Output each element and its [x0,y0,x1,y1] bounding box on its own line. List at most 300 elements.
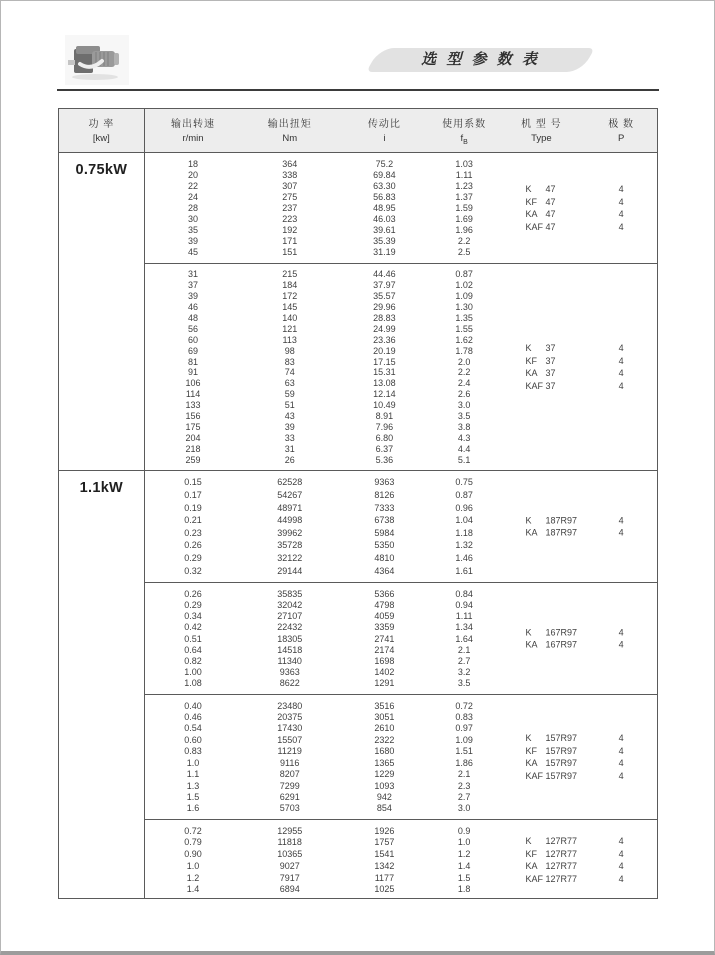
cell-value: 2.2 [457,236,471,247]
cell-value: 37.97 [373,280,396,291]
model-series: KF [525,745,538,756]
model-size: 127R77 [545,836,578,847]
poles-value: 4 [618,221,624,232]
cell-value: 1.8 [457,884,471,895]
cell-value: 2.3 [457,780,471,791]
cell-value: 0.34 [184,611,202,622]
type-row [498,367,657,380]
table-row [145,269,657,280]
cell-value: 0.23 [184,527,202,538]
cell-value: 39 [188,236,199,247]
cell-value: 1093 [374,780,395,791]
cell-value: 98 [284,345,295,356]
cell-value: 1.51 [455,746,473,757]
cell-value: 18305 [277,633,303,644]
model-value [498,640,586,650]
cell-value: 8.91 [375,411,394,421]
table-row [145,883,657,895]
model-size: 167R97 [545,627,578,638]
type-row [498,835,657,848]
cell-value: 7333 [374,502,395,513]
table-row [145,678,657,689]
cell-value: 0.51 [184,633,202,644]
cell-value: 11340 [277,655,302,666]
cell-value: 12955 [277,825,303,836]
table-row [145,501,657,514]
cell-value: 6291 [279,791,300,802]
cell-value: 307 [282,180,298,191]
cell-value: 6.37 [375,443,394,454]
table-row [145,791,657,802]
table-row [145,610,657,621]
model-size: 37 [545,380,556,391]
gearmotor-photo [65,35,129,85]
cell-value: 63.30 [373,180,396,191]
cell-value: 2.1 [457,644,471,655]
cell-value: 1.34 [455,622,473,633]
model-series: KAF [525,380,544,391]
table-row [145,400,657,411]
poles-value: 4 [618,209,624,220]
model-series: KA [525,861,538,872]
type-row [498,183,657,196]
type-row [498,514,657,527]
cell-value: 1291 [374,678,395,689]
cell-value: 0.29 [184,553,202,564]
table-row [145,700,657,711]
poles-value: 4 [618,758,624,769]
cell-value: 18 [188,158,199,169]
cell-value: 37 [188,280,199,291]
table-row [145,803,657,814]
cell-value: 35.57 [373,291,396,302]
model-series: KA [525,368,538,379]
cell-value: 0.72 [184,825,202,836]
cell-value: 0.87 [455,269,473,280]
table-header-row [59,109,657,153]
model-value [498,356,586,366]
table-row [145,421,657,432]
cell-value: 2610 [374,723,395,734]
cell-value: 0.60 [184,734,202,745]
table-row [145,280,657,291]
cell-value: 31 [188,269,199,280]
cell-value: 10365 [277,849,303,860]
type-row [498,380,657,393]
cell-value: 2.1 [457,769,471,780]
poles-value: 4 [618,343,624,354]
cell-value: 17430 [277,723,303,734]
cell-value: 1365 [374,757,395,768]
poles-value: 4 [618,368,624,379]
model-series: KAF [525,770,544,781]
model-size: 167R97 [545,639,578,650]
table-row [145,313,657,324]
type-row [498,745,657,758]
cell-value: 46 [188,302,199,313]
cell-value: 54267 [277,489,303,500]
cell-value: 2.5 [457,247,471,258]
cell-value: 48 [188,312,199,323]
cell-value: 22432 [277,622,303,633]
cell-value: 114 [185,389,201,400]
cell-value: 56.83 [373,191,396,202]
cell-value: 0.64 [184,644,202,655]
cell-value: 31 [284,443,295,454]
cell-value: 9363 [374,477,395,488]
cell-value: 3.5 [457,678,471,689]
model-size: 37 [545,355,556,366]
cell-value: 1757 [374,837,395,848]
cell-value: 218 [185,443,201,454]
cell-value: 0.96 [455,502,473,513]
cell-value: 0.19 [184,502,202,513]
cell-value: 0.83 [184,746,202,757]
type-list [498,514,657,539]
cell-value: 4059 [374,611,395,622]
cell-value: 1402 [374,667,395,678]
power-label: 0.75kW [59,153,145,470]
poles-value: 4 [618,848,624,859]
model-value [498,849,586,859]
cell-value: 17.15 [373,356,396,367]
cell-value: 8622 [279,678,300,689]
table-row [145,158,657,169]
cell-value: 2.7 [457,655,471,666]
model-series: K [525,184,532,195]
cell-value: 15.31 [373,367,396,378]
cell-value: 23480 [277,700,303,711]
table-row [145,247,657,258]
cell-value: 0.40 [184,700,202,711]
cell-value: 9363 [279,667,300,678]
cell-value: 2.6 [457,389,471,400]
cell-value: 0.87 [455,489,473,500]
cell-value: 8126 [374,489,395,500]
model-series: K [525,836,532,847]
cell-value: 1.86 [455,757,473,768]
model-size: 47 [545,196,556,207]
cell-value: 172 [282,291,298,302]
cell-value: 2322 [374,734,395,745]
cell-value: 28 [188,202,199,213]
cell-value: 33 [284,432,295,443]
model-series: KA [525,639,538,650]
cell-value: 9116 [280,757,300,768]
model-size: 187R97 [545,527,578,538]
data-block [145,819,657,899]
cell-value: 2.7 [457,791,471,802]
cell-value: 91 [188,367,199,378]
cell-value: 204 [185,432,201,443]
type-row [498,342,657,355]
cell-value: 151 [282,247,298,258]
section-blocks [145,153,657,470]
model-series: K [525,627,532,638]
table-row [145,476,657,489]
cell-value: 0.29 [184,599,202,610]
cell-value: 74 [284,367,295,378]
cell-value: 35 [188,225,199,236]
cell-value: 1.78 [455,345,473,356]
data-block [145,263,657,470]
cell-value: 6.80 [375,432,394,443]
cell-value: 3051 [374,712,395,723]
cell-value: 1229 [374,769,395,780]
cell-value: 1.08 [184,678,202,689]
cell-value: 63 [284,378,295,389]
cell-value: 175 [185,421,201,432]
column-header-poles: 极 数 P [608,119,634,145]
cell-value: 1342 [374,860,395,871]
cell-value: 0.90 [184,849,202,860]
cell-value: 27107 [277,611,303,622]
type-list [498,626,657,651]
cell-value: 1.0 [186,757,200,768]
cell-value: 1.35 [455,312,473,323]
model-value [498,184,586,194]
cell-value: 1.61 [455,565,473,576]
table-row [145,588,657,599]
cell-value: 1.02 [455,280,473,291]
cell-value: 1698 [374,655,395,666]
model-size: 157R97 [545,745,578,756]
poles-value: 4 [618,861,624,872]
cell-value: 0.83 [455,712,473,723]
cell-value: 1541 [374,849,395,860]
cell-value: 5.1 [457,454,471,465]
poles-value: 4 [618,836,624,847]
model-size: 47 [545,209,556,220]
cell-value: 0.32 [184,565,202,576]
model-series: KF [525,848,538,859]
cell-value: 5350 [374,540,395,551]
cell-value: 1.09 [455,734,473,745]
cell-value: 4798 [374,599,395,610]
type-row [498,527,657,540]
cell-value: 0.17 [184,489,202,500]
model-series: KF [525,355,538,366]
model-size: 127R77 [545,861,578,872]
cell-value: 46.03 [373,214,396,225]
cell-value: 14518 [277,644,303,655]
column-header-power: 功 率 [kw] [59,109,145,152]
model-value [498,758,586,768]
model-value [498,381,586,391]
table-row [145,667,657,678]
column-header-ratio: 传动比 i [367,119,401,145]
cell-value: 20375 [277,712,303,723]
model-value [498,368,586,378]
cell-value: 69 [188,345,199,356]
cell-value: 2.4 [457,378,471,389]
cell-value: 854 [376,803,392,814]
cell-value: 192 [282,225,298,236]
type-list [498,183,657,233]
model-series: KAF [525,221,544,232]
cell-value: 1.55 [455,323,473,334]
column-header-type: 机 型 号 Type [521,119,562,145]
cell-value: 2174 [374,644,395,655]
table-row [145,564,657,577]
table-row [145,539,657,552]
cell-value: 0.97 [455,723,473,734]
cell-value: 0.79 [184,837,202,848]
cell-value: 3359 [374,622,395,633]
model-value [498,528,586,538]
cell-value: 48.95 [373,202,396,213]
cell-value: 1.4 [457,860,471,871]
table-section [59,153,657,470]
cell-value: 223 [282,214,298,225]
cell-value: 32122 [277,553,303,564]
poles-value: 4 [618,380,624,391]
section-blocks [145,471,657,899]
type-row [498,221,657,234]
cell-value: 184 [282,280,298,291]
cell-value: 0.26 [184,540,202,551]
cell-value: 0.75 [455,477,473,488]
table-row [145,432,657,443]
cell-value: 62528 [277,477,303,488]
cell-value: 2.0 [457,356,471,367]
cell-value: 30 [188,214,199,225]
model-size: 47 [545,184,556,195]
cell-value: 28.83 [373,312,396,323]
cell-value: 12.14 [373,389,396,400]
cell-value: 29.96 [373,302,396,313]
table-row [145,489,657,502]
model-series: K [525,733,532,744]
cell-value: 5366 [374,588,395,599]
table-body [59,153,657,899]
cell-value: 81 [188,356,199,367]
cell-value: 1.18 [455,527,473,538]
type-row [498,860,657,873]
poles-value: 4 [618,639,624,650]
cell-value: 1.46 [455,553,473,564]
cell-value: 8207 [279,769,300,780]
cell-value: 1025 [374,884,395,895]
poles-value: 4 [618,355,624,366]
cell-value: 1.2 [186,872,200,883]
cell-value: 1.37 [455,191,473,202]
column-header-speed: 输出转速 r/min [171,119,216,145]
model-size: 37 [545,368,556,379]
model-series: KA [525,527,538,538]
poles-value: 4 [618,733,624,744]
cell-value: 1.0 [457,837,471,848]
poles-value: 4 [618,527,624,538]
data-block [145,153,657,263]
cell-value: 0.42 [184,622,202,633]
cell-value: 6894 [279,884,300,895]
cell-value: 6738 [374,515,395,526]
model-size: 47 [545,221,556,232]
cell-value: 215 [282,269,298,280]
power-label: 1.1kW [59,471,145,899]
cell-value: 1.11 [455,611,473,622]
type-list [498,732,657,782]
model-value [498,197,586,207]
model-value [498,861,586,871]
cell-value: 31.19 [373,247,396,258]
cell-value: 1.6 [186,803,200,814]
cell-value: 121 [282,323,298,334]
model-size: 127R77 [545,848,578,859]
cell-value: 1.09 [455,291,473,302]
model-size: 157R97 [545,733,578,744]
model-value [498,746,586,756]
cell-value: 1.23 [455,180,473,191]
page-title-badge [373,48,588,72]
cell-value: 1.64 [455,633,473,644]
cell-value: 0.9 [457,825,471,836]
table-section [59,470,657,899]
data-block [145,694,657,819]
type-row [498,626,657,639]
model-series: KAF [525,873,544,884]
model-size: 187R97 [545,515,578,526]
cell-value: 11219 [277,746,302,757]
cell-value: 4810 [374,553,395,564]
model-size: 37 [545,343,556,354]
model-series: KA [525,209,538,220]
model-size: 157R97 [545,758,578,769]
cell-value: 1680 [374,746,395,757]
page-title: 选 型 参 数 表 [421,51,540,68]
cell-value: 0.82 [184,655,202,666]
cell-value: 44998 [277,515,303,526]
cell-value: 171 [282,236,298,247]
cell-value: 39 [284,421,295,432]
data-block [145,471,657,582]
cell-value: 0.21 [184,515,202,526]
cell-value: 32042 [277,599,303,610]
cell-value: 4364 [374,565,395,576]
table-row [145,302,657,313]
cell-value: 56 [188,323,199,334]
cell-value: 60 [188,334,199,345]
cell-value: 942 [376,791,392,802]
table-row [145,323,657,334]
table-row [145,711,657,722]
cell-value: 15507 [277,734,303,745]
poles-value: 4 [618,184,624,195]
poles-value: 4 [618,627,624,638]
cell-value: 48971 [277,502,303,513]
cell-value: 1926 [374,825,395,836]
type-row [498,848,657,861]
cell-value: 3.0 [457,803,471,814]
cell-value: 44.46 [373,269,396,280]
type-row [498,732,657,745]
cell-value: 1.1 [186,769,200,780]
cell-value: 1.30 [455,302,473,313]
cell-value: 1.32 [455,540,473,551]
model-value [498,209,586,219]
cell-value: 0.15 [184,477,202,488]
cell-value: 39962 [277,527,303,538]
cell-value: 11818 [277,837,302,848]
table-row [145,454,657,465]
cell-value: 83 [284,356,295,367]
cell-value: 3.2 [457,667,471,678]
cell-value: 113 [282,334,297,345]
cell-value: 2.2 [457,367,471,378]
cell-value: 1.0 [186,860,200,871]
poles-value: 4 [618,515,624,526]
